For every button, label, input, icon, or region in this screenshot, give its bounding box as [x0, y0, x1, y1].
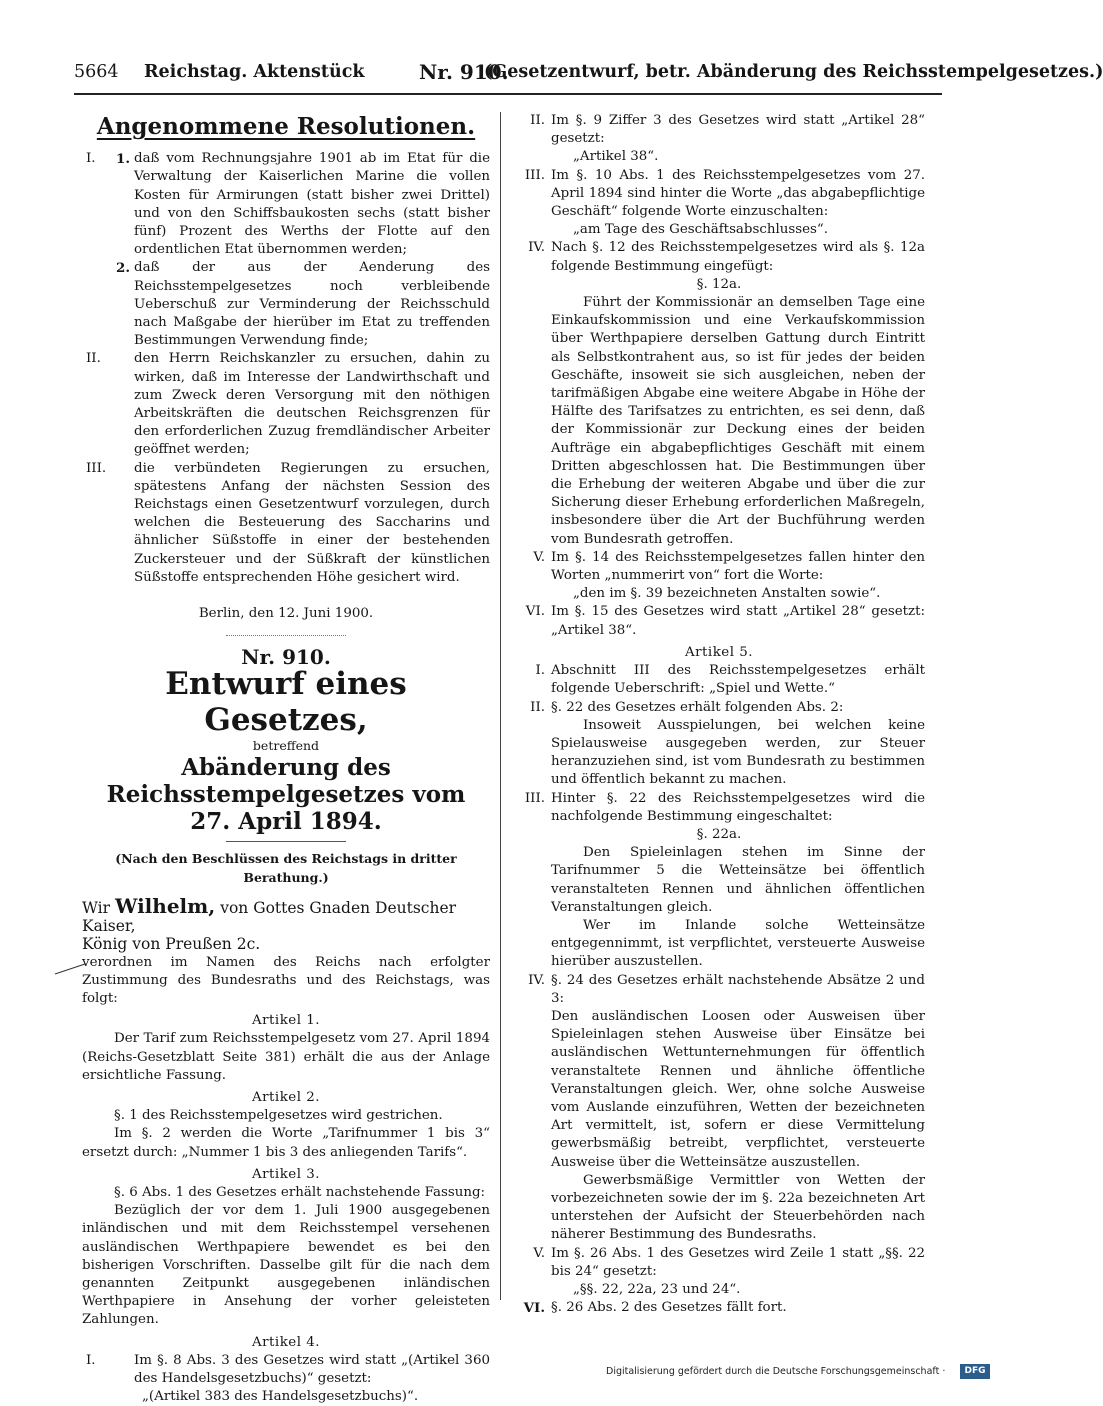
item-text: Hinter §. 22 des Reichsstempelgesetzes wird die nachfolgende Bestimmung eingeschaltet:: [551, 790, 925, 824]
item-text: Abschnitt III des Reichsstempelgesetzes erhält folgende Ueberschrift: „Spiel und Wette.“: [551, 663, 925, 697]
item-text: Im §. 9 Ziffer 3 des Gesetzes wird statt „Artikel 28“ gesetzt:: [551, 113, 925, 147]
emperor-title: von Gottes Gnaden Deutscher Kaiser,: [82, 898, 457, 936]
article-2-line-1: §. 1 des Reichsstempelgesetzes wird gestrichen.: [114, 1108, 443, 1124]
item-number: I.: [86, 1352, 96, 1368]
item-text: §. 24 des Gesetzes erhält nachstehende Absätze 2 und 3:: [551, 972, 925, 1006]
separator: [226, 841, 346, 842]
left-column: [82, 112, 490, 1406]
resolution-I-1: [82, 150, 490, 259]
sub-number: 2.: [116, 260, 130, 277]
header-subtitle: (Gesetzentwurf, betr. Abänderung des Reichsstempelgesetzes.): [484, 62, 1103, 82]
item-number: I.: [535, 663, 545, 679]
article-4-II-quote: „Artikel 38“.: [573, 149, 659, 165]
digitization-credit: Digitalisierung gefördert durch die Deutsche Forschungsgemeinschaft ·: [606, 1366, 946, 1377]
article-4-I: [82, 1352, 490, 1388]
enacting-text: verordnen im Namen des Reichs nach erfolgter Zustimmung des Bundesraths und des Reichstags, was folgt:: [82, 954, 490, 1006]
item-text: §. 22 des Gesetzes erhält folgenden Abs. 2:: [551, 699, 844, 715]
header-rule: [74, 93, 942, 95]
article-4-V: [513, 549, 925, 585]
header-title: Reichstag. Aktenstück: [144, 62, 365, 82]
item-text: Nach §. 12 des Reichsstempelgesetzes wird als §. 12a folgende Bestimmung eingefügt:: [551, 240, 925, 274]
running-header: [74, 60, 1103, 90]
item-number: V.: [533, 549, 545, 565]
article-4-III-quote: „am Tage des Geschäftsabschlusses“.: [573, 222, 829, 238]
item-number: I.: [86, 151, 96, 167]
article-1-text: Der Tarif zum Reichsstempelgesetz vom 27. April 1894 (Reichs-Gesetzblatt Seite 381) erhält die aus der Anlage ersichtliche Fassung.: [82, 1031, 490, 1083]
article-4-title: Artikel 4.: [251, 1334, 321, 1350]
article-3-text: Bezüglich der vor dem 1. Juli 1900 ausgegebenen inländischen und mit dem Reichsstempel versehenen ausländischen Werthpapiere bewendet es bei den bisherigen Vorschriften. Dasselbe gilt für die nach dem genannten Zeitpunkt ausgegebenen inländischen Werthpapiere in Ansehung der vorher geleisteten Zahlungen.: [82, 1203, 490, 1328]
article-5-IV: [513, 972, 925, 1008]
item-text: die verbündeten Regierungen zu ersuchen, spätestens Anfang der nächsten Session des Reichstags einen Gesetzentwurf vorzulegen, durch welchen die Besteuerung des Saccharins und ähnlicher Süßstoffe in einer der bestehenden Zuckersteuer und der Süßkraft der künstlichen Süßstoffe entsprechenden Höhe gesichert wird.: [134, 460, 490, 585]
article-4-I-quote: „(Artikel 383 des Handelsgesetzbuchs)“.: [142, 1389, 419, 1405]
law-title-line-1: Abänderung des Reichsstempelgesetzes vom: [106, 754, 466, 809]
king-title: König von Preußen 2c.: [82, 935, 261, 954]
article-4-IV: [513, 239, 925, 275]
section-22a-text-1: Den Spieleinlagen stehen im Sinne der Tarifnummer 5 die Wetteinsätze bei öffentlich veranstalteten Rennen und ähnlichen öffentlichen Veranstaltungen gleich.: [551, 845, 925, 915]
item-number: III.: [524, 790, 545, 806]
bill-title: Entwurf eines Gesetzes,: [165, 666, 407, 739]
article-5-V: [513, 1245, 925, 1281]
item-text: den Herrn Reichskanzler zu ersuchen, dahin zu wirken, daß im Interesse der Landwirthschaft und zum Zweck deren Versorgung mit den nöthigen Arbeitskräften die deutschen Reichsgrenzen für den erforderlichen Zuzug fremdländischer Arbeiter geöffnet werden;: [134, 351, 490, 458]
item-number: VI.: [525, 604, 545, 620]
separator: [226, 635, 346, 636]
article-5-I: [513, 662, 925, 698]
resolutions-title: Angenommene Resolutionen.: [96, 113, 476, 140]
article-5-III: [513, 790, 925, 826]
page-number: 5664: [74, 62, 119, 82]
article-4-VI: [513, 603, 925, 639]
item-text: daß vom Rechnungsjahre 1901 ab im Etat für die Verwaltung der Kaiserlichen Marine die vollen Kosten für Armirungen (statt bisher zwei Drittel) und von den Schiffsbaukosten sechs (statt bisher fünf) Prozent des Werths der Flotte auf den ordentlichen Etat übernommen werden;: [134, 151, 490, 258]
item-number: IV.: [528, 240, 545, 256]
betreffend-label: betreffend: [252, 738, 320, 754]
item-number: III.: [524, 167, 545, 183]
resolution-note: (Nach den Beschlüssen des Reichstags in dritter Berathung.): [115, 851, 457, 885]
article-5-II-text: Insoweit Ausspielungen, bei welchen keine Spielausweise ausgegeben werden, zur Steuer heranzuziehen sind, ist vom Bundesrath zu bestimmen und öffentlich bekannt zu machen.: [551, 717, 925, 788]
article-3-intro: §. 6 Abs. 1 des Gesetzes erhält nachstehende Fassung:: [114, 1184, 486, 1200]
section-22a-title: §. 22a.: [696, 826, 742, 842]
item-number: VI.: [523, 1300, 545, 1317]
article-4-III: [513, 167, 925, 222]
article-3-title: Artikel 3.: [251, 1166, 321, 1182]
law-title-line-2: 27. April 1894.: [190, 808, 382, 836]
article-5-title: Artikel 5.: [684, 644, 754, 660]
item-text: Im §. 26 Abs. 1 des Gesetzes wird Zeile 1 statt „§§. 22 bis 24“ gesetzt:: [551, 1245, 925, 1279]
section-12a-title: §. 12a.: [696, 276, 742, 292]
article-4-V-quote: „den im §. 39 bezeichneten Anstalten sowie“.: [573, 586, 881, 602]
item-text: Im §. 10 Abs. 1 des Reichsstempelgesetzes vom 27. April 1894 sind hinter die Worte „das abgabepflichtige Geschäft“ folgende Worte einzuschalten:: [551, 167, 925, 220]
article-5-II: [513, 699, 925, 717]
margin-pencil-mark: [54, 963, 86, 975]
item-number: II.: [530, 699, 545, 715]
header-document-number: Nr. 910.: [419, 60, 509, 84]
document-number: Nr. 910.: [241, 645, 331, 670]
article-5-V-quote: „§§. 22, 22a, 23 und 24“.: [573, 1282, 741, 1297]
item-text: §. 26 Abs. 2 des Gesetzes fällt fort.: [551, 1300, 787, 1316]
sub-number: 1.: [116, 151, 130, 168]
resolution-II: [82, 350, 490, 459]
dfg-logo: DFG: [960, 1364, 990, 1379]
article-2-line-2: Im §. 2 werden die Worte „Tarifnummer 1 bis 3“ ersetzt durch: „Nummer 1 bis 3 des anliegenden Tarifs“.: [82, 1126, 490, 1160]
emperor-name: Wilhelm,: [114, 893, 216, 918]
item-text: Im §. 15 des Gesetzes wird statt „Artikel 28“ gesetzt: „Artikel 38“.: [551, 604, 925, 638]
section-22a-text-2: Wer im Inlande solche Wetteinsätze entgegennimmt, ist verpflichtet, versteuerte Ausweise hierüber auszustellen.: [551, 917, 925, 970]
article-4-II: [513, 112, 925, 148]
item-text: Im §. 14 des Reichsstempelgesetzes fallen hinter den Worten „nummerirt von“ fort die Worte:: [551, 549, 925, 584]
column-divider: [500, 112, 501, 1300]
wir-word: Wir: [82, 898, 111, 917]
article-5-IV-text-2: Gewerbsmäßige Vermittler von Wetten der vorbezeichneten sowie der im §. 22a bezeichneten Art unterstehen der Aufsicht der Steuerbehörden nach näherer Bestimmung des Bundesraths.: [551, 1172, 925, 1243]
item-text: Im §. 8 Abs. 3 des Gesetzes wird statt „(Artikel 360 des Handelsgesetzbuchs)“ gesetzt:: [134, 1352, 490, 1386]
right-column: [513, 112, 925, 1317]
article-1-title: Artikel 1.: [251, 1013, 321, 1029]
section-12a-text: Führt der Kommissionär an demselben Tage eine Einkaufskommission und eine Verkaufskommission über Werthpapiere derselben Gattung durch Eintritt als Selbstkontrahent aus, so ist für jedes der beiden Geschäfte, insoweit sie sich ausgleichen, neben der tarifmäßigen Abgabe eine weitere Abgabe in Höhe der Hälfte des Tarifsatzes zu entrichten, es sei denn, daß der Kommissionär zur Deckung eines der beiden Aufträge ein abgabepflichtiges Geschäft mit einem Dritten abgeschlossen hat. Die Bestimmungen über die Erhebung der weiteren Abgabe und über die zur Sicherung dieser Erhebung erforderlichen Maßregeln, insbesondere über die Art der Buchführung werden vom Bundesrath getroffen.: [551, 295, 925, 547]
date-signature: Berlin, den 12. Juni 1900.: [198, 606, 374, 622]
item-number: II.: [86, 351, 101, 367]
item-number: III.: [86, 460, 107, 476]
item-number: IV.: [528, 972, 545, 988]
resolution-III: [82, 460, 490, 587]
item-text: daß der aus der Aenderung des Reichsstempelgesetzes noch verbleibende Ueberschuß zur Verminderung der Reichsschuld nach Maßgabe der hierüber im Etat zu treffenden Bestimmungen Verwendung finde;: [134, 260, 490, 349]
resolution-I-2: [82, 259, 490, 350]
item-number: II.: [530, 113, 545, 128]
article-5-IV-text-1: Den ausländischen Loosen oder Ausweisen über Spieleinlagen stehen Ausweise über Einsätze bei ausländischen Wettunternehmungen für öffentlich veranstaltete Rennen und ähnliche öffentliche Veranstaltungen gleich. Wer, ohne solche Ausweise vom Auslande einzuführen, Wetten der bezeichneten Art vermittelt, ist, sofern er diese Vermittelung gewerbsmäßig betreibt, verpflichtet, versteuerte Ausweise über die Wetteinsätze auszustellen.: [551, 1008, 925, 1170]
article-2-title: Artikel 2.: [251, 1089, 321, 1105]
article-5-VI: [513, 1299, 925, 1317]
item-number: V.: [533, 1245, 545, 1261]
enacting-formula: [82, 893, 490, 936]
